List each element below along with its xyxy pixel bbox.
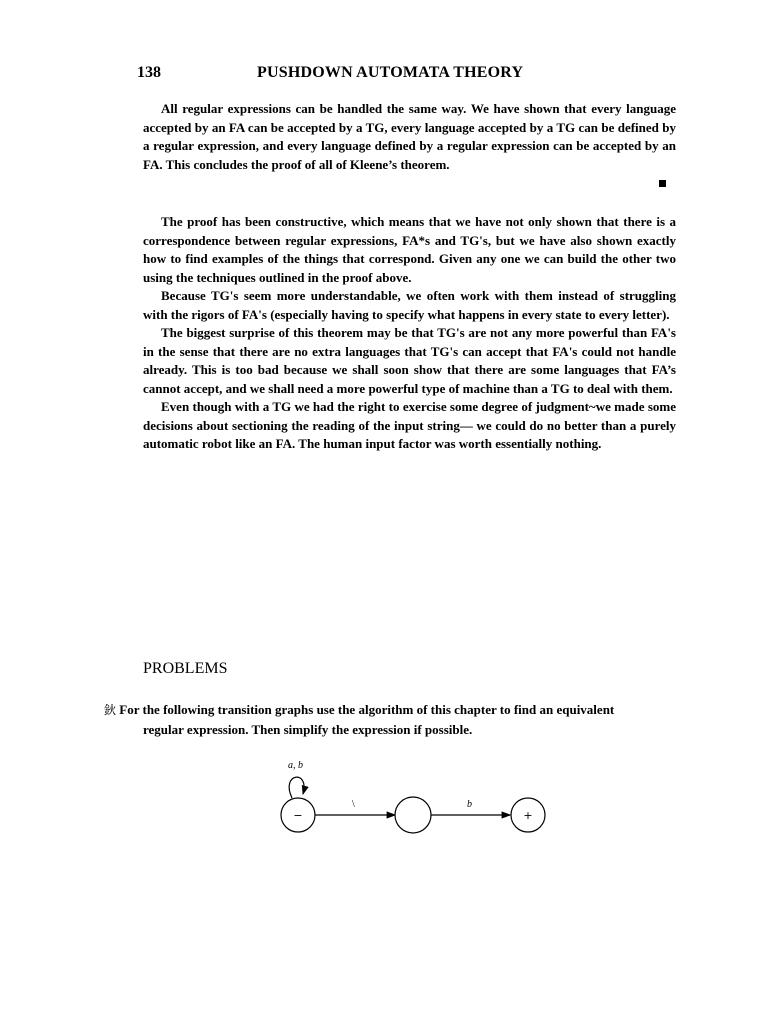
transition-graph [270,755,560,845]
final-state-label: + [523,809,533,822]
problem-marker: 鈥 [104,703,117,717]
conclusion-paragraph [143,100,676,174]
page-number: 138 [137,64,161,81]
page-header [137,64,697,86]
discussion-paragraphs [143,213,676,454]
self-loop-edge [289,777,304,798]
running-head: PUSHDOWN AUTOMATA THEORY [257,64,524,81]
problem-text-line-1: For the following transition graphs use the algorithm of this chapter to find an equivalent [119,702,615,717]
loop-label: a, b [288,760,303,771]
problem-text-line-2: regular expression. Then simplify the expression if possible. [143,722,473,737]
edge-1-label: \ [352,799,355,810]
paragraph: Even though with a TG we had the right to exercise some degree of judgment~we made some decisions about sectioning the reading of the input string— we could do no better than a purely automatic robot like an FA. The human input factor was worth essentially nothing. [143,399,676,451]
middle-state [395,797,431,833]
paragraph: The biggest surprise of this theorem may be that TG's are not any more powerful than FA's in the sense that there are no extra languages that TG's can accept that FA's could not handle already. This is too bad because we shall soon show that there are some languages that FA’s cannot accept, and we shall need a more powerful type of machine than a TG to deal with them. [143,325,676,396]
end-of-proof-mark [659,180,666,187]
problem-1 [104,700,664,739]
section-title: PROBLEMS [143,660,228,677]
paragraph: All regular expressions can be handled the same way. We have shown that every language accepted by an FA can be accepted by a TG, every language accepted by a TG can be defined by a regular expression, and every language defined by a regular expression can be accepted by an FA. This concludes the proof of all of Kleene’s theorem. [143,101,676,172]
paragraph: The proof has been constructive, which means that we have not only shown that there is a correspondence between regular expressions, FA*s and TG's, but we have also shown exactly how to find examples of the things that correspond. Given any one we can build the other two using the techniques outlined in the proof above. [143,214,676,285]
paragraph: Because TG's seem more understandable, we often work with them instead of struggling with the rigors of FA's (especially having to specify what happens in every state to every letter). [143,288,676,322]
edge-2-label: b [467,799,472,810]
start-state-label: − [293,809,303,822]
